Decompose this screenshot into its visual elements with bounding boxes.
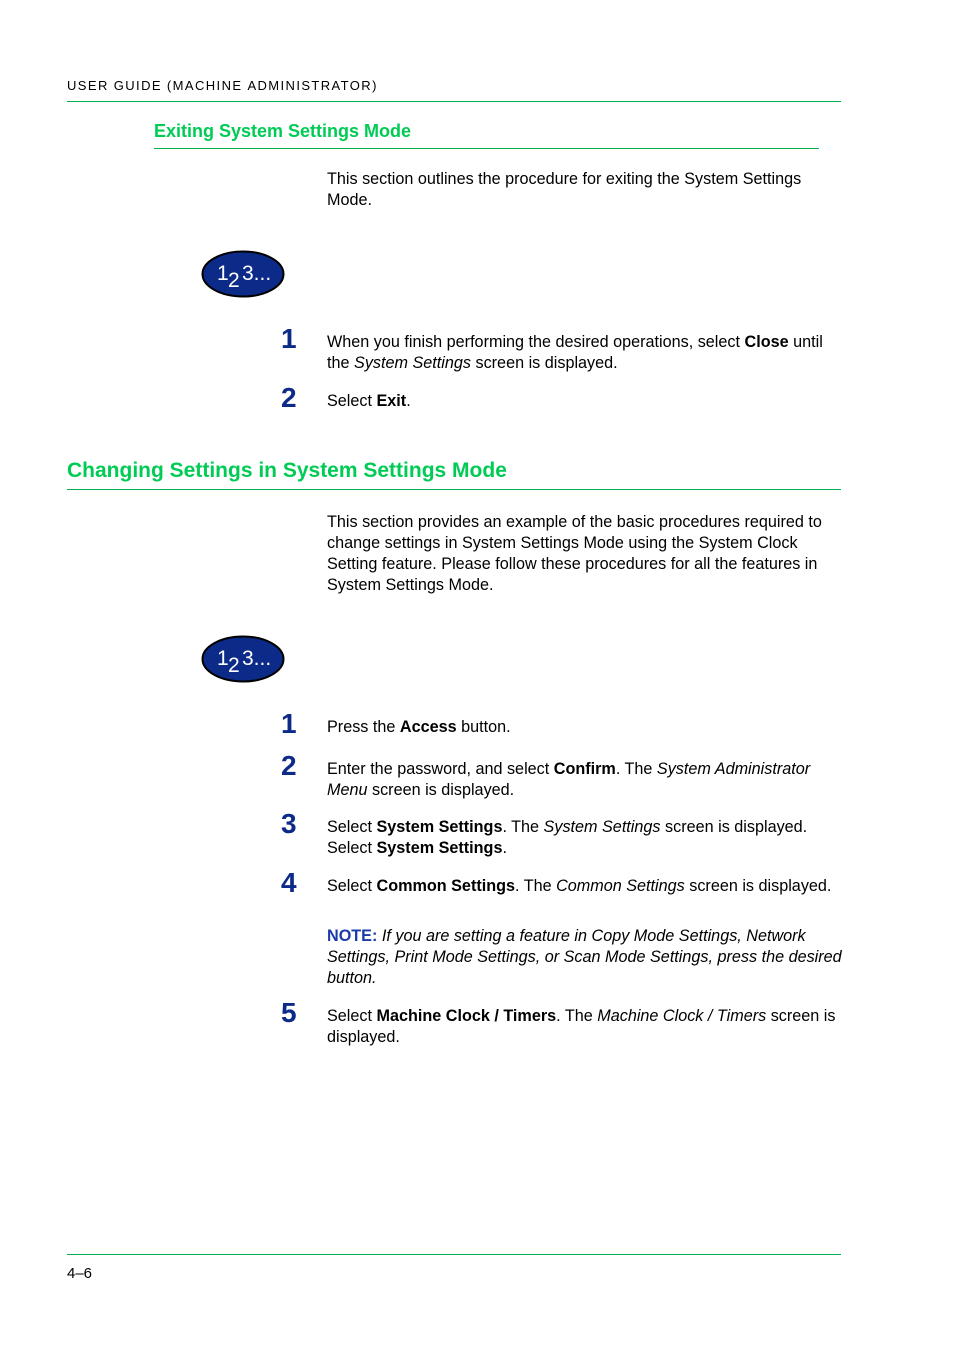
badge-digit-2: 2 <box>228 269 240 292</box>
step-number: 3 <box>281 808 297 839</box>
badge-digit-3: 3... <box>242 647 272 670</box>
step-text: Select Machine Clock / Timers. The Machine Clock / Timers screen is displayed. <box>327 1007 836 1046</box>
step-text: Press the Access button. <box>327 718 511 736</box>
step-text: Enter the password, and select Confirm. The System Administrator Menu screen is displayed. <box>327 760 811 799</box>
intro-exiting: This section outlines the procedure for exiting the System Settings Mode. <box>327 170 802 209</box>
step-number: 4 <box>281 867 297 898</box>
step-text: Select Exit. <box>327 392 411 410</box>
page-number: 4–6 <box>67 1265 93 1282</box>
steps-badge-icon <box>201 635 285 683</box>
note: NOTE: If you are setting a feature in Copy Mode Settings, Network Settings, Print Mode Settings, or Scan Mode Settings, press the desired button. <box>327 927 842 987</box>
step-text: Select Common Settings. The Common Settings screen is displayed. <box>327 877 832 895</box>
step-text: Select System Settings. The System Settings screen is displayed. Select System Settings. <box>327 818 808 857</box>
step-number: 5 <box>281 997 297 1028</box>
intro-changing: This section provides an example of the basic procedures required to change settings in System Settings Mode using the System Clock Setting feature. Please follow these procedures for all the features in System Settings Mode. <box>327 513 822 594</box>
badge-digit-1: 1 <box>217 262 229 285</box>
note-label: NOTE: <box>327 927 378 945</box>
header-rule <box>67 101 841 102</box>
step-number: 2 <box>281 382 297 413</box>
section-title-exiting: Exiting System Settings Mode <box>154 121 412 141</box>
section-rule-exiting <box>154 148 819 149</box>
running-head: USER GUIDE (MACHINE ADMINISTRATOR) <box>67 78 378 93</box>
step-number: 1 <box>281 708 297 739</box>
badge-digit-2: 2 <box>228 654 240 677</box>
section-title-changing: Changing Settings in System Settings Mode <box>67 459 507 482</box>
badge-digit-1: 1 <box>217 647 229 670</box>
step-number: 2 <box>281 750 297 781</box>
step-number: 1 <box>281 323 297 354</box>
step-text: When you finish performing the desired operations, select Close until the System Settings screen is displayed. <box>327 333 823 372</box>
section-rule-changing <box>67 489 841 490</box>
steps-badge-icon <box>201 250 285 298</box>
footer-rule <box>67 1254 841 1255</box>
badge-digit-3: 3... <box>242 262 272 285</box>
